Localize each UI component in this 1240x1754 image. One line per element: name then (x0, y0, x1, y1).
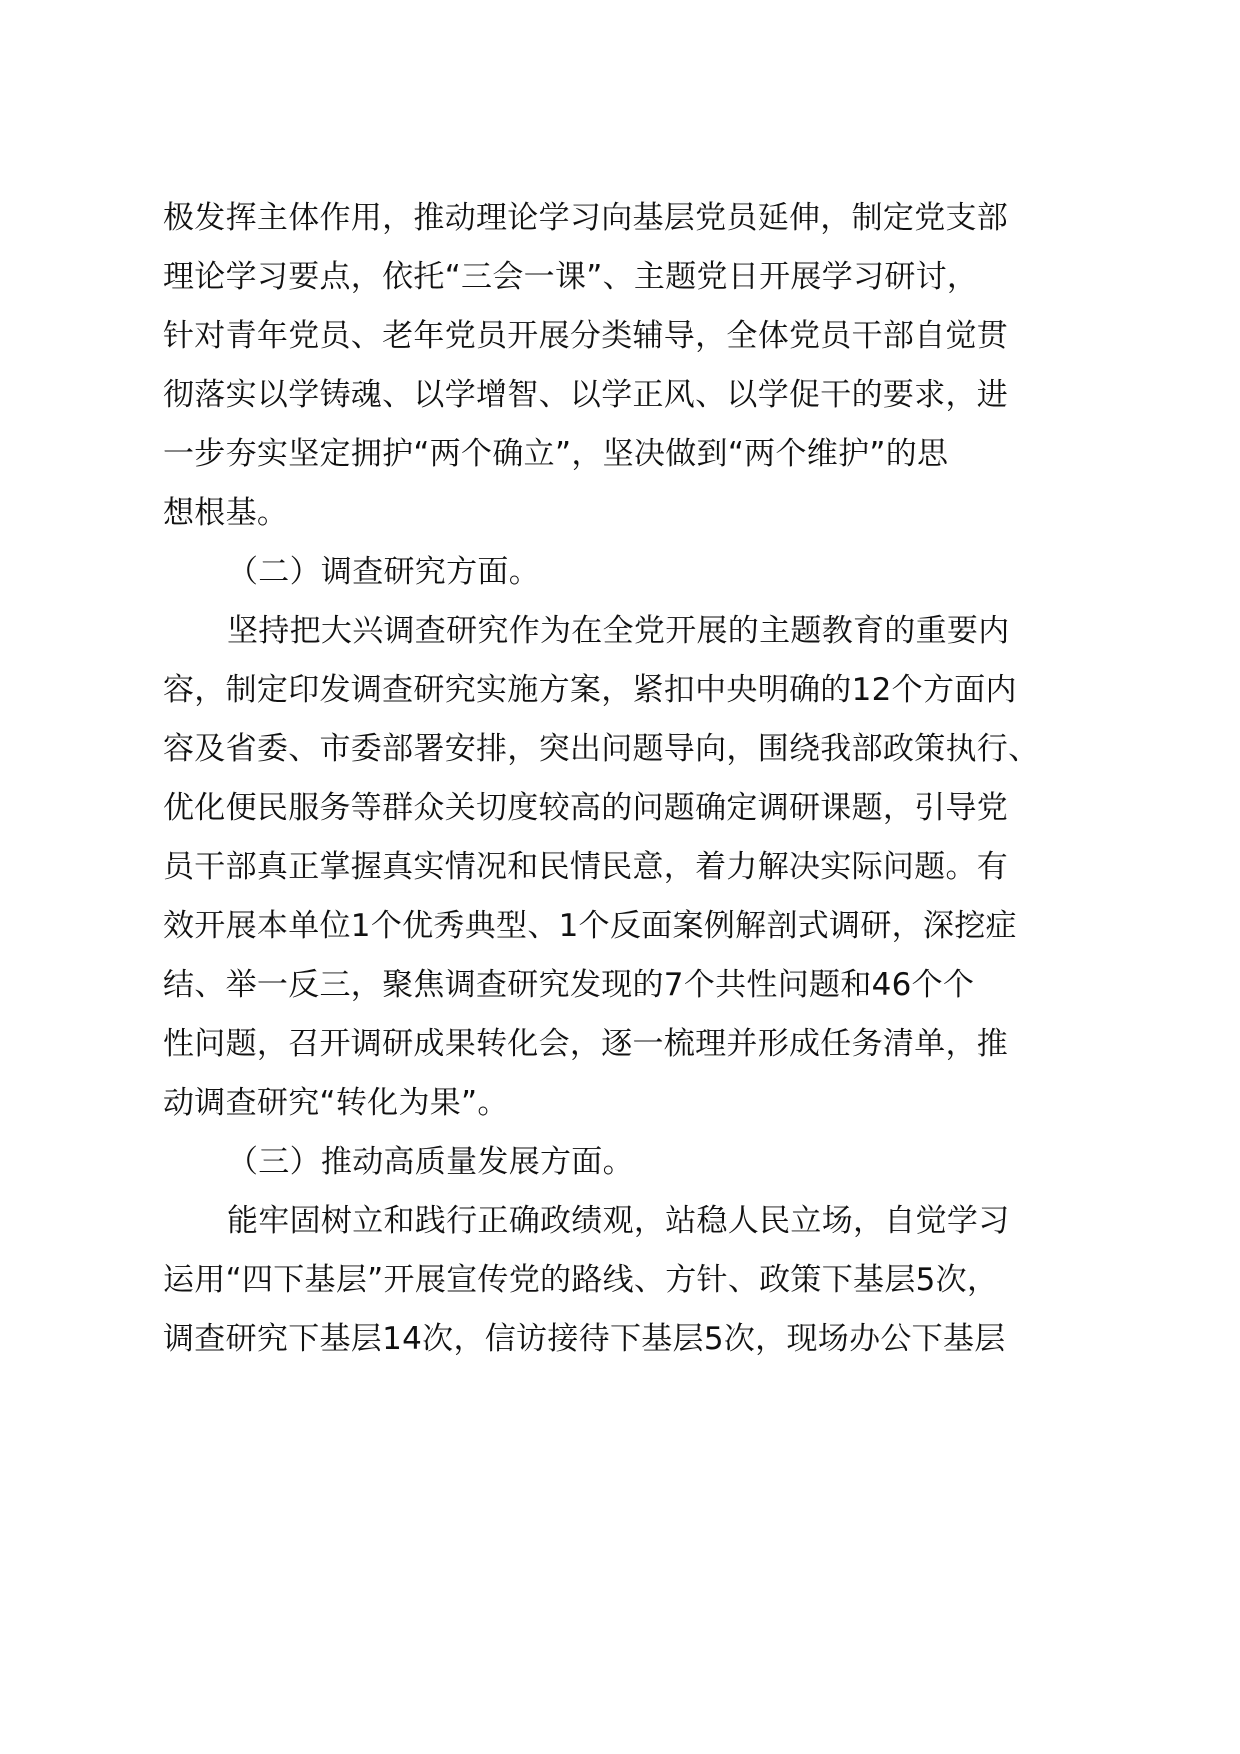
paragraph-first-line: 能牢固树立和践行正确政绩观，站稳人民立场，自觉学习 (227, 1203, 1010, 1239)
body-text-line: 极发挥主体作用，推动理论学习向基层党员延伸，制定党支部 (163, 200, 1009, 236)
body-text-line: 效开展本单位1个优秀典型、1个反面案例解剖式调研，深挖症 (163, 908, 1017, 944)
body-text-line: 一步夯实坚定拥护“两个确立”，坚决做到“两个维护”的思 (163, 436, 949, 472)
body-text-line: 容及省委、市委部署安排，突出问题导向，围绕我部政策执行、 (163, 731, 1040, 767)
body-text-line: 结、举一反三，聚焦调查研究发现的7个共性问题和46个个 (163, 967, 975, 1003)
body-text-line: 动调查研究“转化为果”。 (163, 1085, 509, 1121)
body-text-line: 针对青年党员、老年党员开展分类辅导，全体党员干部自觉贯 (163, 318, 1009, 354)
body-text-line: 运用“四下基层”开展宣传党的路线、方针、政策下基层5次， (163, 1262, 999, 1298)
body-text-line: 性问题，召开调研成果转化会，逐一梳理并形成任务清单，推 (163, 1026, 1009, 1062)
paragraph-first-line: 坚持把大兴调查研究作为在全党开展的主题教育的重要内 (227, 613, 1010, 649)
section-heading: （三）推动高质量发展方面。 (227, 1144, 634, 1180)
body-text-line: 彻落实以学铸魂、以学增智、以学正风、以学促干的要求，进 (163, 377, 1009, 413)
body-text-line: 调查研究下基层14次，信访接待下基层5次，现场办公下基层 (163, 1321, 1006, 1357)
body-text-line: 优化便民服务等群众关切度较高的问题确定调研课题，引导党 (163, 790, 1009, 826)
body-text-line: 想根基。 (163, 495, 289, 531)
body-text-line: 理论学习要点，依托“三会一课”、主题党日开展学习研讨， (163, 259, 979, 295)
body-text-line: 容，制定印发调查研究实施方案，紧扣中央明确的12个方面内 (163, 672, 1017, 708)
section-heading: （二）调查研究方面。 (227, 554, 540, 590)
body-text-line: 员干部真正掌握真实情况和民情民意，着力解决实际问题。有 (163, 849, 1009, 885)
